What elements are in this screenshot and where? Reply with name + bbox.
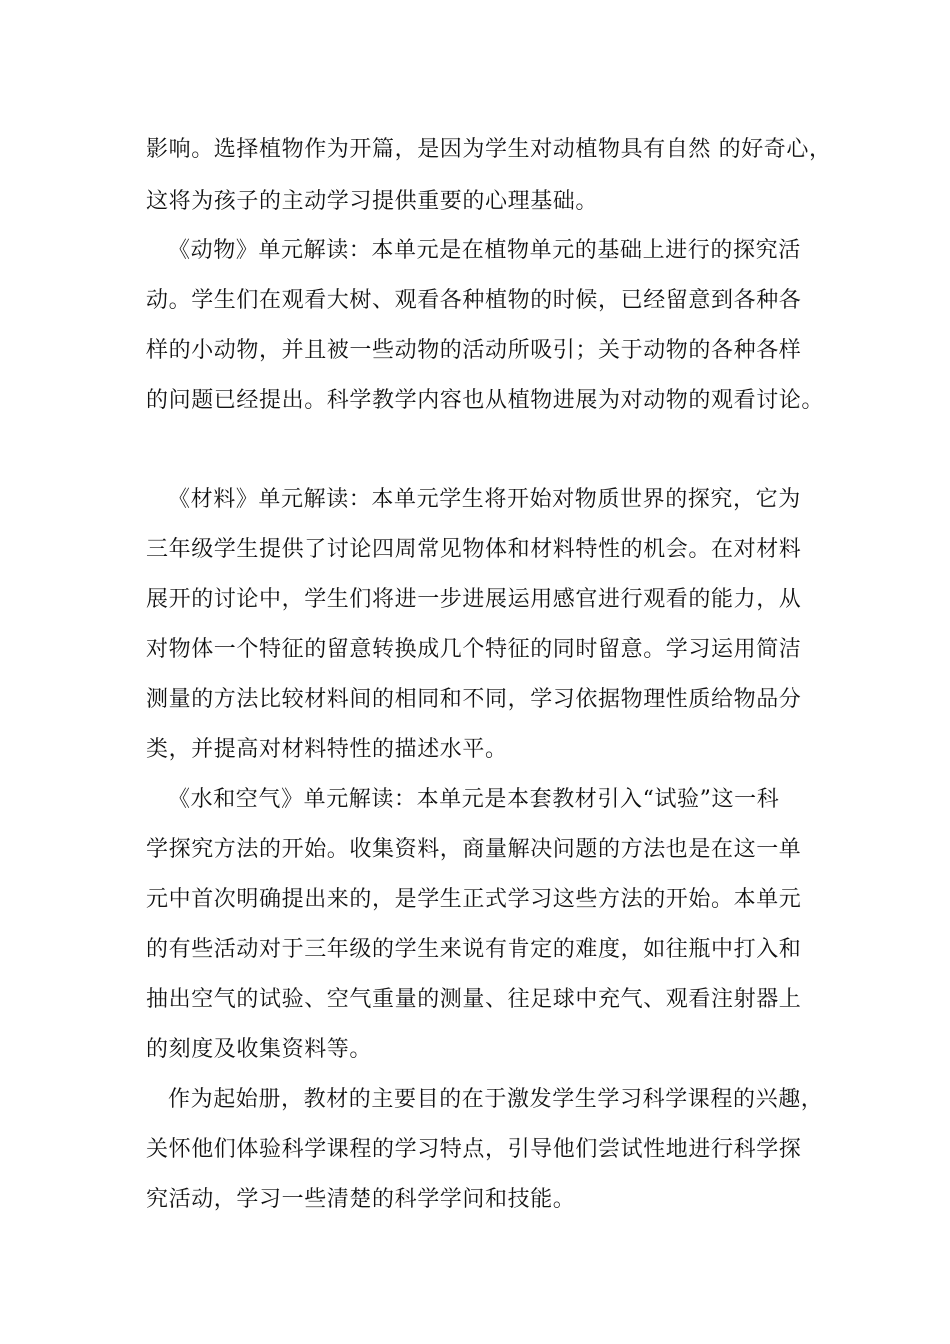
text-line: 测量的方法比较材料间的相同和不同，学习依据物理性质给物品分 (146, 687, 802, 712)
text-line: 动。学生们在观看大树、观看各种植物的时候，已经留意到各种各 (146, 288, 802, 313)
text-line: 的问题已经提出。科学教学内容也从植物进展为对动物的观看讨论。 (146, 388, 825, 413)
text-line: 类，并提高对材料特性的描述水平。 (146, 737, 508, 762)
text-line: 这将为孩子的主动学习提供重要的心理基础。 (146, 189, 599, 214)
text-line: 元中首次明确提出来的，是学生正式学习这些方法的开始。本单元 (146, 887, 802, 912)
text-line: 影响。选择植物作为开篇，是因为学生对动植物具有自然 的好奇心， (146, 137, 832, 162)
text-line: 《材料》单元解读：本单元学生将开始对物质世界的探究，它为 (168, 487, 801, 512)
text-line: 学探究方法的开始。收集资料，商量解决问题的方法也是在这一单 (146, 837, 802, 862)
text-line: 抽出空气的试验、空气重量的测量、往足球中充气、观看注射器上 (146, 987, 802, 1012)
text-line: 对物体一个特征的留意转换成几个特征的同时留意。学习运用简洁 (146, 637, 802, 662)
text-line: 《水和空气》单元解读：本单元是本套教材引入“试验”这一科 (168, 787, 780, 812)
text-line: 的有些活动对于三年级的学生来说有肯定的难度，如往瓶中打入和 (146, 937, 802, 962)
text-line: 的刻度及收集资料等。 (146, 1037, 373, 1062)
text-line: 作为起始册，教材的主要目的在于激发学生学习科学课程的兴趣， (168, 1087, 824, 1112)
text-line: 究活动，学习一些清楚的科学学问和技能。 (146, 1187, 576, 1212)
text-line: 《动物》单元解读：本单元是在植物单元的基础上进行的探究活 (168, 238, 801, 263)
text-line: 展开的讨论中，学生们将进一步进展运用感官进行观看的能力，从 (146, 587, 802, 612)
text-line: 样的小动物，并且被一些动物的活动所吸引；关于动物的各种各样 (146, 338, 802, 363)
text-line: 关怀他们体验科学课程的学习特点，引导他们尝试性地进行科学探 (146, 1137, 802, 1162)
text-line: 三年级学生提供了讨论四周常见物体和材料特性的机会。在对材料 (146, 537, 802, 562)
